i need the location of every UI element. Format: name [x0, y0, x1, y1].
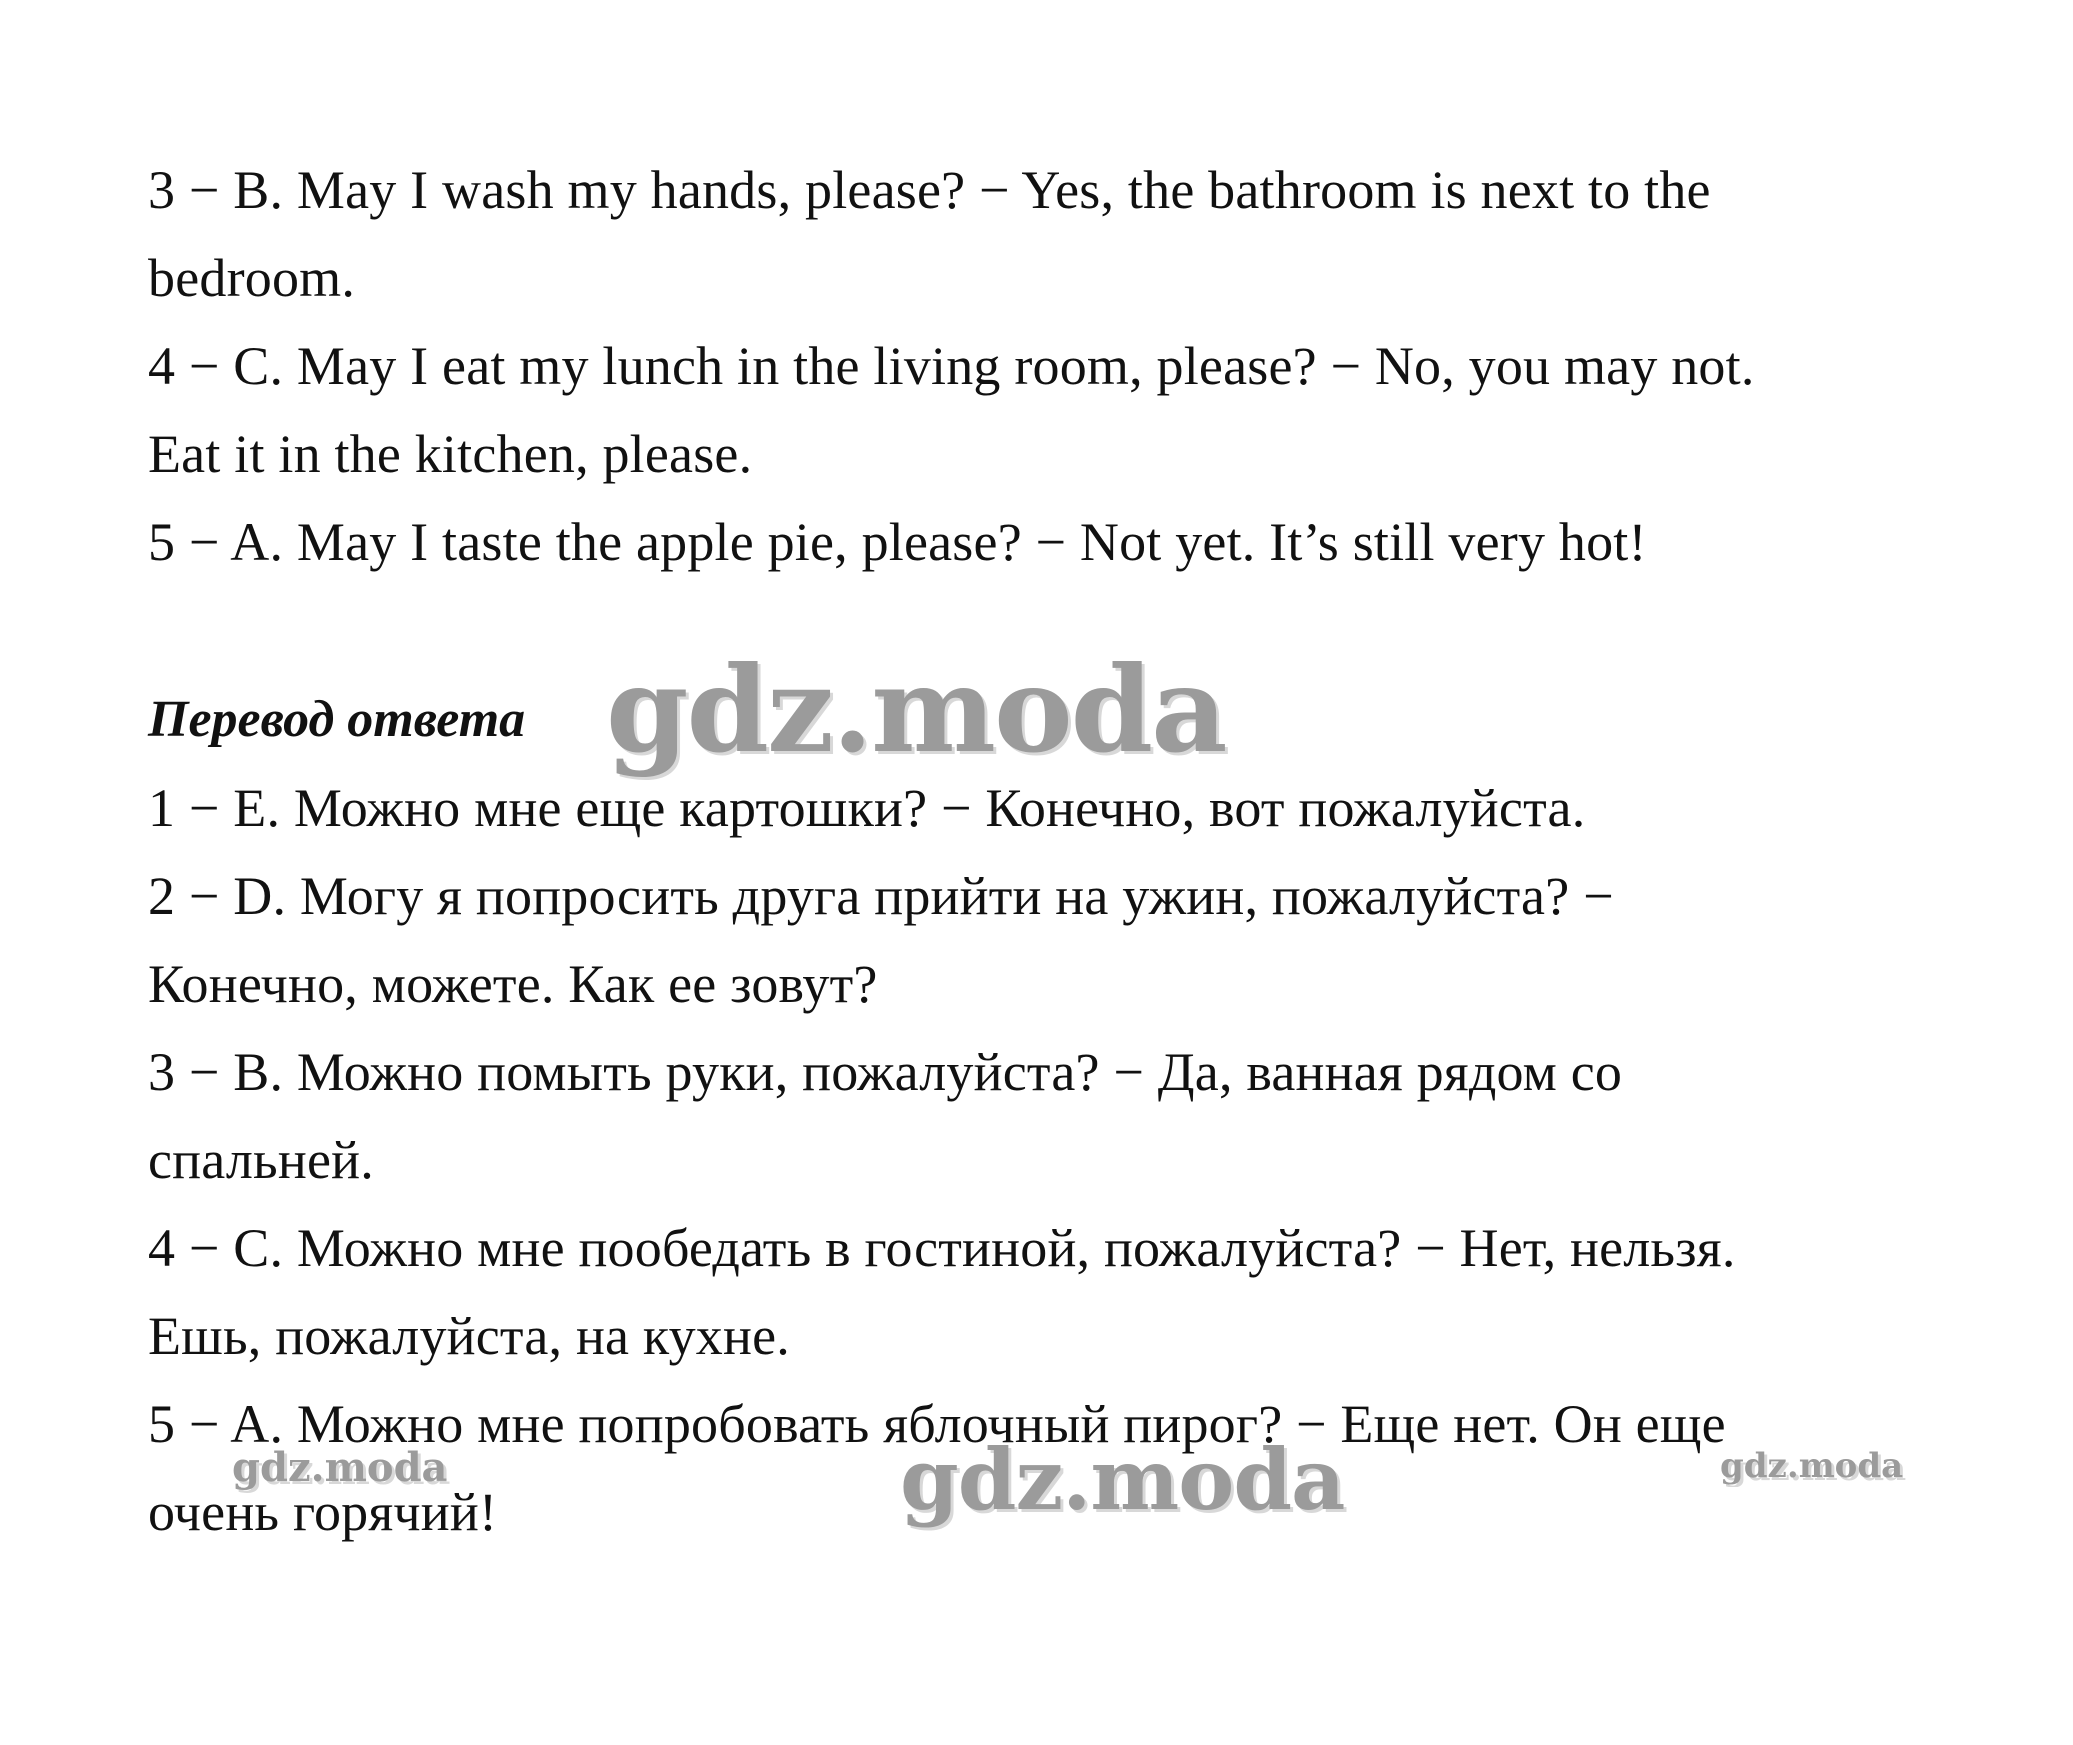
translation-line-5: спальней.	[148, 1130, 374, 1190]
translation-line-9: очень горячий!	[148, 1482, 498, 1542]
watermark-small-left: gdz.moda	[232, 1444, 448, 1491]
english-line-2: bedroom.	[148, 248, 356, 308]
english-line-5: 5 − A. May I taste the apple pie, please? − Not yet. It’s still very hot!	[148, 512, 1647, 572]
translation-line-2: 2 − D. Могу я попросить друга прийти на ужин, пожалуйста? −	[148, 866, 1614, 926]
translation-heading: Перевод ответа	[148, 691, 526, 748]
translation-line-3: Конечно, можете. Как ее зовут?	[148, 954, 878, 1014]
watermark-bottom: gdz.moda	[900, 1430, 1345, 1529]
translation-line-4: 3 − B. Можно помыть руки, пожалуйста? − Да, ванная рядом со	[148, 1042, 1623, 1102]
watermark-small-right: gdz.moda	[1720, 1446, 1904, 1486]
translation-line-1: 1 − E. Можно мне еще картошки? − Конечно, вот пожалуйста.	[148, 778, 1586, 838]
translation-line-7: Ешь, пожалуйста, на кухне.	[148, 1306, 790, 1366]
english-line-3: 4 − C. May I eat my lunch in the living room, please? − No, you may not.	[148, 336, 1755, 396]
translation-line-6: 4 − C. Можно мне пообедать в гостиной, пожалуйста? − Нет, нельзя.	[148, 1218, 1736, 1278]
translation-line-8: 5 − A. Можно мне попробовать яблочный пирог? − Еще нет. Он еще	[148, 1394, 1726, 1454]
watermark-large: gdz.moda	[606, 640, 1226, 779]
english-line-1: 3 − B. May I wash my hands, please? − Yes, the bathroom is next to the	[148, 160, 1711, 220]
english-line-4: Eat it in the kitchen, please.	[148, 424, 753, 484]
